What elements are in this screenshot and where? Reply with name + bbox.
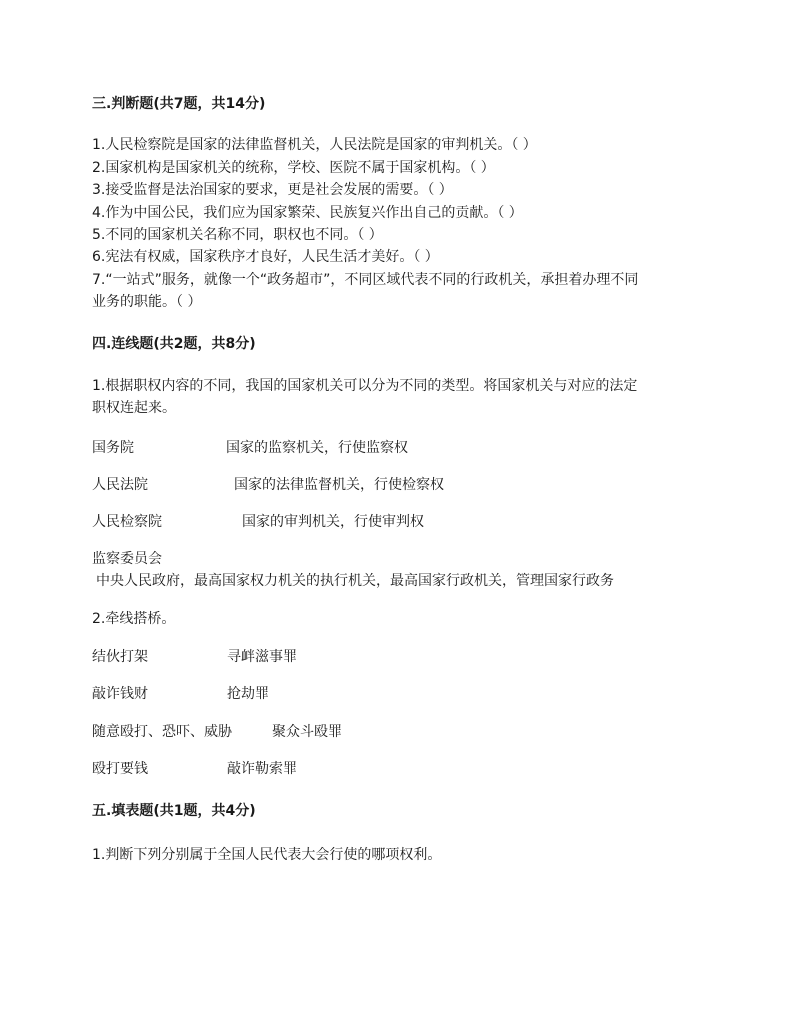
judgment-item-4: 4.作为中国公民，我们应为国家繁荣、民族复兴作出自己的贡献。（ ） bbox=[92, 205, 523, 221]
matching-q2-left-item: 殴打要钱 bbox=[92, 761, 148, 777]
fill-table-q1: 1.判断下列分别属于全国人民代表大会行使的哪项权利。 bbox=[92, 847, 442, 863]
matching-q2-right-item: 抢劫罪 bbox=[227, 686, 269, 702]
matching-q1-right-item: 中央人民政府，最高国家权力机关的执行机关，最高国家行政机关，管理国家行政务 bbox=[96, 573, 614, 589]
judgment-item-7-line1: 7.“一站式”服务，就像一个“政务超市”，不同区域代表不同的行政机关，承担着办理不同 bbox=[92, 272, 639, 288]
judgment-item-2: 2.国家机构是国家机关的统称，学校、医院不属于国家机构。（ ） bbox=[92, 160, 495, 176]
matching-q2-right-item: 聚众斗殴罪 bbox=[272, 724, 342, 740]
matching-q2-right-item: 敲诈勒索罪 bbox=[227, 761, 297, 777]
section4-title: 四.连线题(共2题，共8分) bbox=[92, 336, 256, 352]
matching-q1-left-item: 人民检察院 bbox=[92, 514, 162, 530]
judgment-item-3: 3.接受监督是法治国家的要求，更是社会发展的需要。（ ） bbox=[92, 182, 453, 198]
matching-q2-stem: 2.牵线搭桥。 bbox=[92, 611, 176, 627]
judgment-item-7-line2: 业务的职能。（ ） bbox=[92, 294, 202, 310]
matching-q2-right-item: 寻衅滋事罪 bbox=[227, 649, 297, 665]
matching-q1-left-item: 国务院 bbox=[92, 440, 134, 456]
matching-q1-left-item: 监察委员会 bbox=[92, 551, 162, 567]
judgment-item-6: 6.宪法有权威，国家秩序才良好，人民生活才美好。（ ） bbox=[92, 249, 439, 265]
matching-q2-left-item: 敲诈钱财 bbox=[92, 686, 148, 702]
judgment-item-5: 5.不同的国家机关名称不同，职权也不同。（ ） bbox=[92, 227, 383, 243]
matching-q1-right-item: 国家的监察机关，行使监察权 bbox=[226, 440, 408, 456]
matching-q2-left-item: 随意殴打、恐吓、威胁 bbox=[92, 724, 232, 740]
matching-q1-stem-line2: 职权连起来。 bbox=[92, 400, 176, 416]
matching-q1-right-item: 国家的法律监督机关，行使检察权 bbox=[234, 477, 444, 493]
judgment-item-1: 1.人民检察院是国家的法律监督机关，人民法院是国家的审判机关。（ ） bbox=[92, 137, 537, 153]
section3-title: 三.判断题(共7题，共14分) bbox=[92, 96, 266, 112]
matching-q1-left-item: 人民法院 bbox=[92, 477, 148, 493]
matching-q2-left-item: 结伙打架 bbox=[92, 649, 148, 665]
matching-q1-right-item: 国家的审判机关，行使审判权 bbox=[242, 514, 424, 530]
section5-title: 五.填表题(共1题，共4分) bbox=[92, 803, 256, 819]
matching-q1-stem-line1: 1.根据职权内容的不同，我国的国家机关可以分为不同的类型。将国家机关与对应的法定 bbox=[92, 378, 638, 394]
